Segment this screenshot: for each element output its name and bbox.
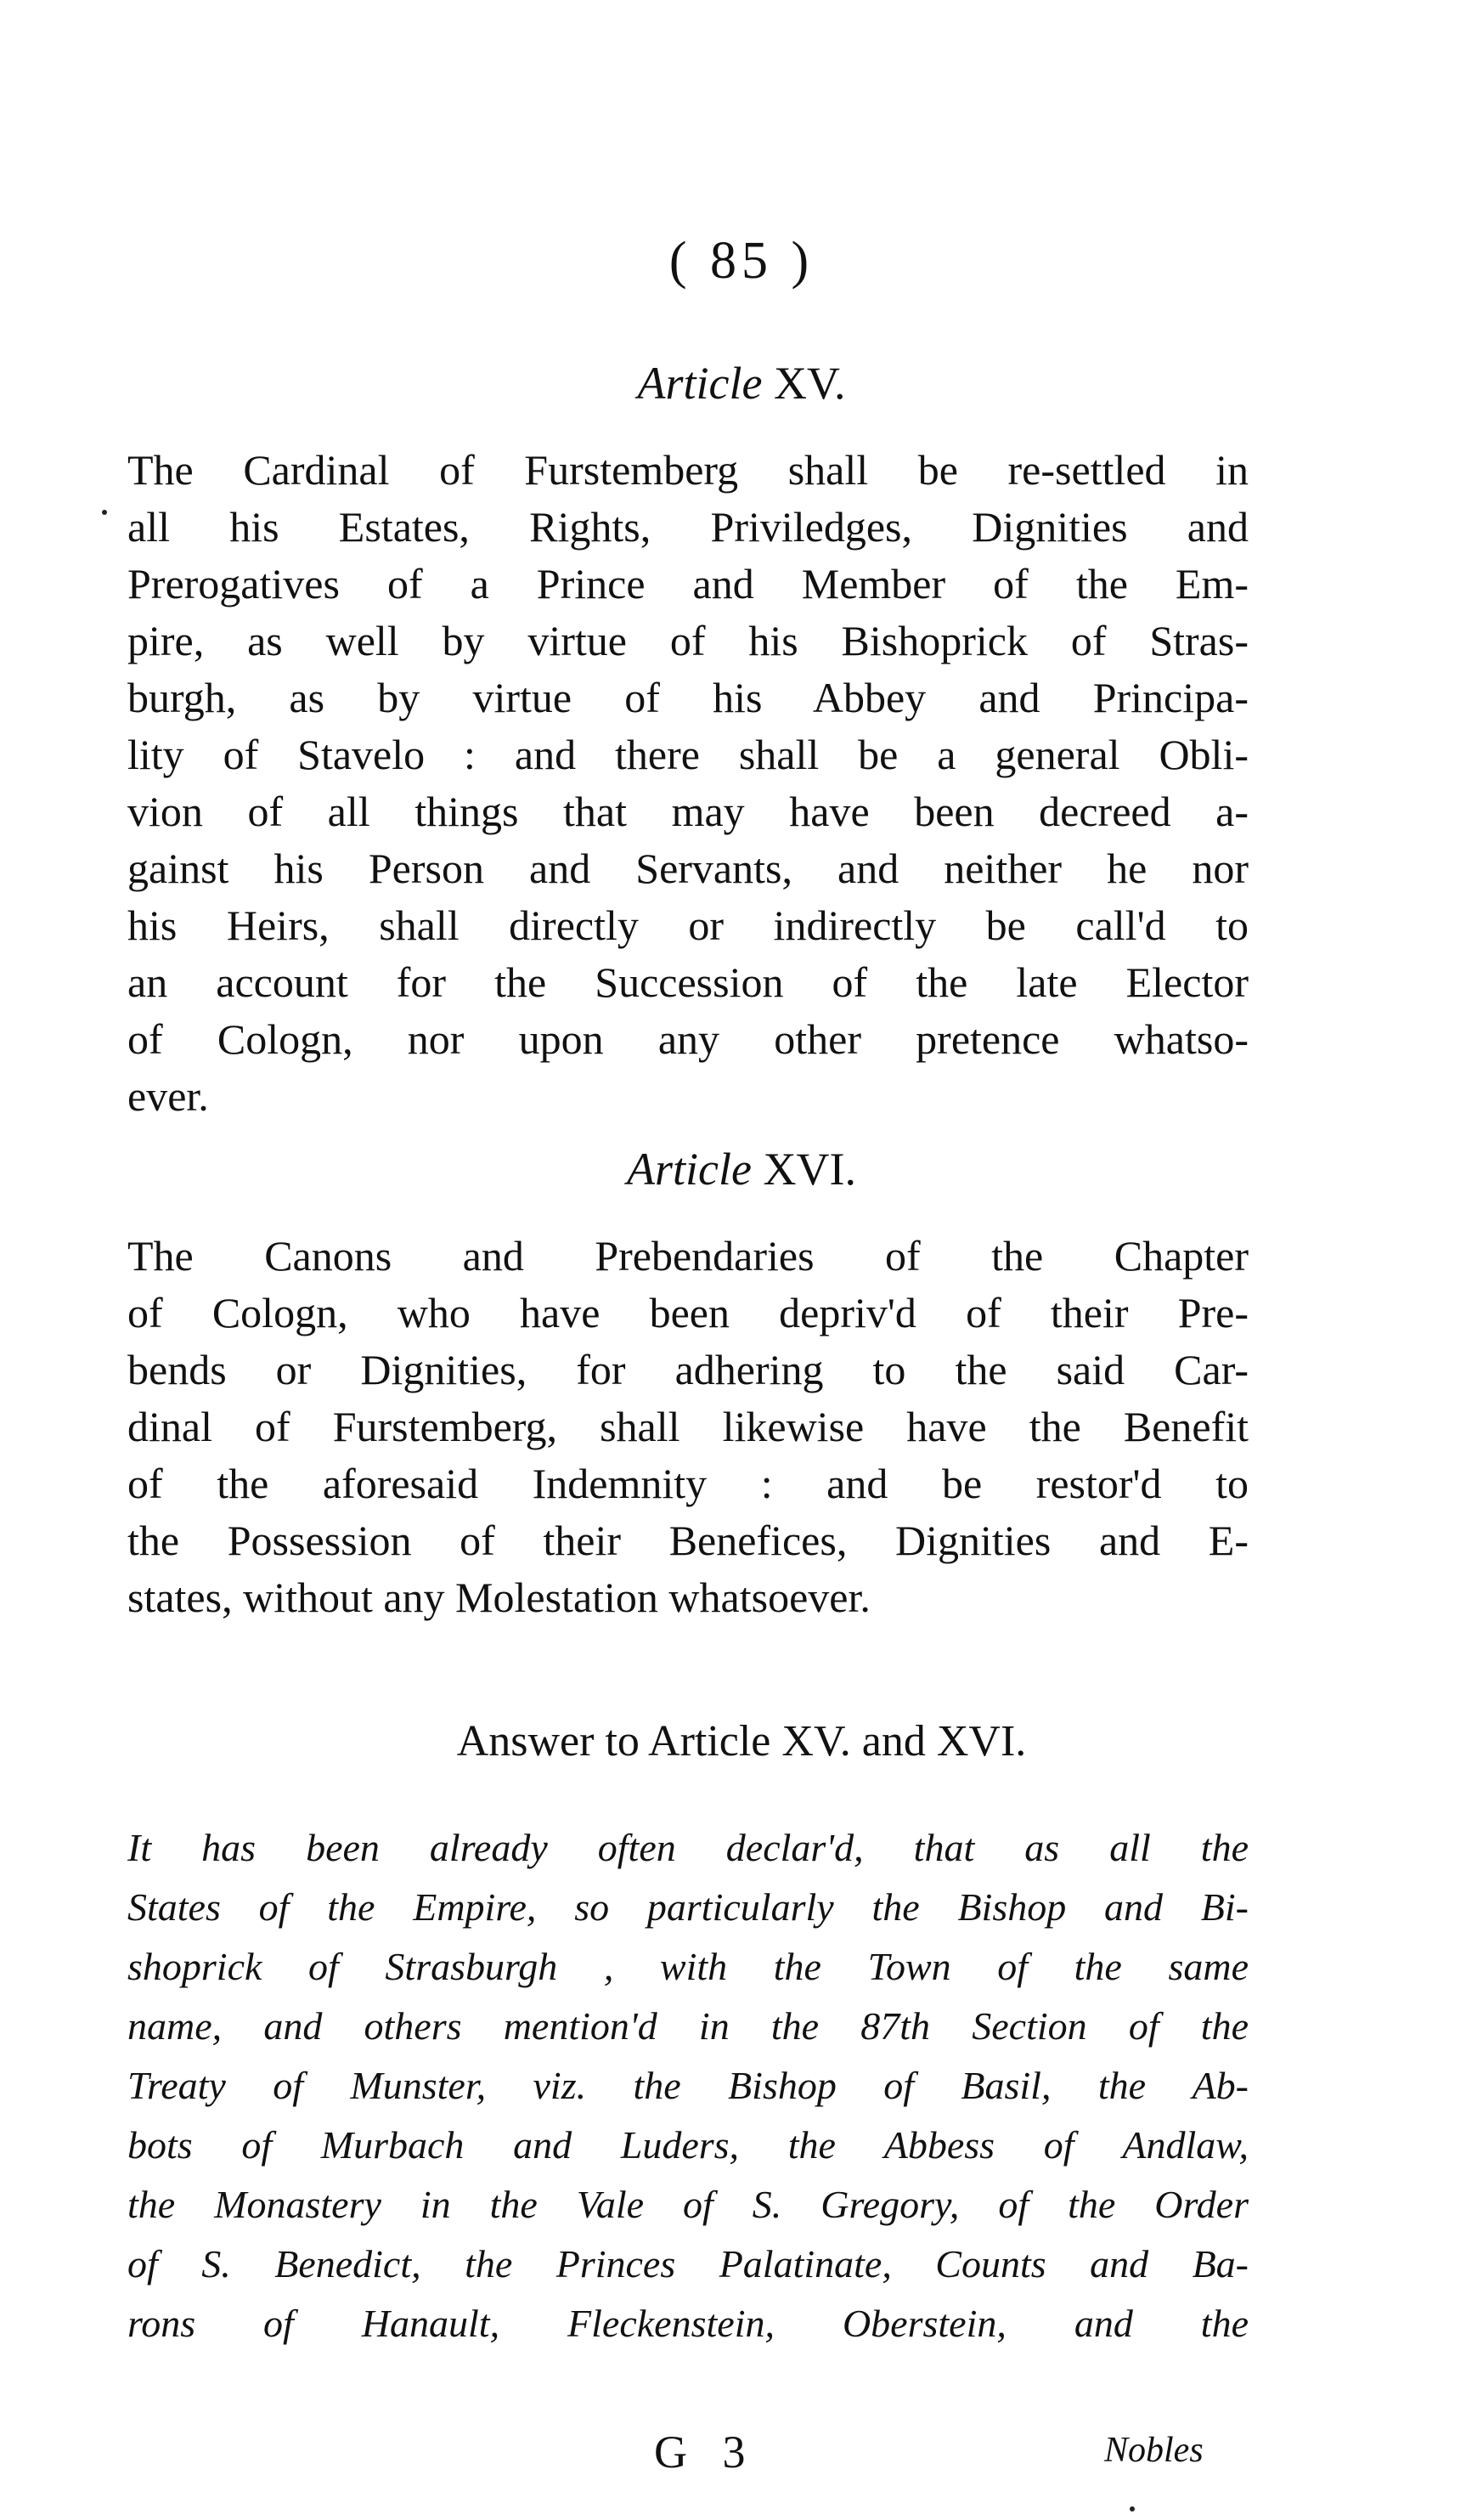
ink-speck xyxy=(102,510,107,515)
article-16-heading-word: Article xyxy=(627,1144,752,1195)
answer-line: States of the Empire, so particularly the Bishop and Bi- xyxy=(127,1885,1249,1929)
answer-body xyxy=(127,1818,1249,2353)
article-15-line: burgh, as by virtue of his Abbey and Principa- xyxy=(127,674,1249,721)
answer-line: Treaty of Munster, viz. the Bishop of Basil, the Ab- xyxy=(127,2064,1249,2107)
answer-line: bots of Murbach and Luders, the Abbess of Andlaw, xyxy=(127,2123,1249,2167)
article-15-line: all his Estates, Rights, Priviledges, Dignities and xyxy=(127,503,1249,551)
article-15-line: lity of Stavelo : and there shall be a general Obli- xyxy=(127,731,1249,778)
article-16-line: The Canons and Prebendaries of the Chapter xyxy=(127,1232,1249,1280)
article-16-line: of the aforesaid Indemnity : and be restor'd to xyxy=(127,1460,1249,1507)
article-16-line: dinal of Furstemberg, shall likewise have the Benefit xyxy=(127,1403,1249,1450)
article-15-heading-numeral: XV. xyxy=(773,358,846,409)
article-15-line: pire, as well by virtue of his Bishoprick of Stras- xyxy=(127,617,1249,664)
answer-line: It has been already often declar'd, that as all the xyxy=(127,1826,1249,1869)
ink-speck xyxy=(1130,2506,1135,2512)
signature-mark: G 3 xyxy=(654,2427,758,2478)
answer-line: name, and others mention'd in the 87th Section of the xyxy=(127,2004,1249,2048)
article-16-body xyxy=(127,1228,1249,1626)
article-15-line: an account for the Succession of the late Elector xyxy=(127,958,1249,1006)
answer-line: of S. Benedict, the Princes Palatinate, Counts and Ba- xyxy=(127,2242,1249,2286)
answer-line: shoprick of Strasburgh , with the Town of the same xyxy=(127,1945,1249,1988)
article-16-line: the Possession of their Benefices, Dignities and E- xyxy=(127,1517,1249,1564)
article-16-line: states, without any Molestation whatsoever. xyxy=(127,1574,871,1621)
article-15-line: of Cologn, nor upon any other pretence whatso- xyxy=(127,1015,1249,1063)
answer-line: rons of Hanault, Fleckenstein, Oberstein, and the xyxy=(127,2302,1249,2345)
article-15-line: his Heirs, shall directly or indirectly be call'd to xyxy=(127,901,1249,949)
article-16-line: bends or Dignities, for adhering to the said Car- xyxy=(127,1346,1249,1393)
article-15-line: Prerogatives of a Prince and Member of the Em- xyxy=(127,560,1249,607)
article-16-heading-numeral: XVI. xyxy=(763,1144,856,1195)
answer-line: the Monastery in the Vale of S. Gregory, of the Order xyxy=(127,2183,1249,2226)
article-15-line: vion of all things that may have been decreed a- xyxy=(127,788,1249,835)
article-16-line: of Cologn, who have been depriv'd of their Pre- xyxy=(127,1289,1249,1336)
article-15-line: gainst his Person and Servants, and neither he nor xyxy=(127,845,1249,892)
article-15-body xyxy=(127,442,1249,1125)
catchword: Nobles xyxy=(1104,2431,1204,2470)
article-15-line: The Cardinal of Furstemberg shall be re-settled in xyxy=(127,446,1249,494)
article-15-line: ever. xyxy=(127,1072,209,1120)
article-15-heading-word: Article xyxy=(637,358,763,409)
article-15-heading xyxy=(0,357,1483,410)
article-16-heading xyxy=(0,1143,1483,1195)
answer-heading: Answer to Article XV. and XVI. xyxy=(456,1717,1027,1766)
page-number: ( 85 ) xyxy=(668,232,815,290)
